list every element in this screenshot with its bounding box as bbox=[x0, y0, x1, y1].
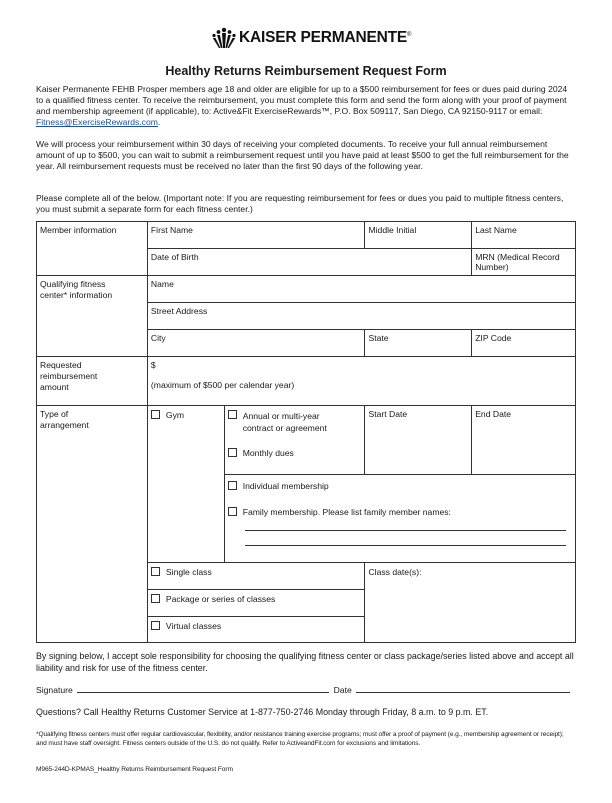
intro-paragraph-1: Kaiser Permanente FEHB Prosper members age 18 and older are eligible for up to a $500 reimbursement for fees or dues paid during 2024 to a qualified fitness center. To receive the reimbursement, you must complete this form and send the form along with your proof of payment and membership agreement (if applicable), to: Active&Fit ExerciseRewards™, P.O. Box 509117, San Diego, CA 92150-9117 or email: Fitness@ExerciseRewards.com. bbox=[36, 84, 568, 127]
membership-options bbox=[224, 475, 575, 563]
signature-row bbox=[36, 684, 576, 696]
intro-paragraph-3: Please complete all of the below. (Important note: If you are requesting reimbursement for fees or dues you paid to multiple fitness centers, you must submit a separate form for each fitness center.) bbox=[36, 193, 564, 214]
middle-initial-field[interactable]: Middle Initial bbox=[365, 222, 472, 249]
mrn-field[interactable]: MRN (Medical Record Number) bbox=[472, 249, 576, 276]
footnote: *Qualifying fitness centers must offer regular cardiovascular, flexibility, and/or resistance training exercise programs; must offer a proof of payment (e.g., membership agreement or receipt); and must have staff oversight. Fitness centers outside of the U.S. do not qualify. Refer to ActiveandFit.com for exclusions and limitations. bbox=[36, 731, 564, 747]
annual-checkbox[interactable] bbox=[228, 410, 237, 419]
questions-text: Questions? Call Healthy Returns Customer Service at 1-877-750-2746 Monday through Friday, 8 a.m. to 9 p.m. ET. bbox=[36, 707, 489, 717]
monthly-checkbox[interactable] bbox=[228, 448, 237, 457]
package-checkbox[interactable] bbox=[151, 594, 160, 603]
reimbursement-form-table bbox=[36, 221, 576, 643]
start-date-field[interactable]: Start Date bbox=[365, 406, 472, 475]
contract-options bbox=[224, 406, 365, 475]
monthly-option[interactable]: Monthly dues bbox=[228, 447, 362, 459]
center-name-field[interactable]: Name bbox=[147, 276, 575, 303]
intro-paragraph-2: We will process your reimbursement within 30 days of receiving your completed documents. To receive your full annual reimbursement amount of up to $500, you can wait to submit a reimbursement request until you have paid at least $500 to get the full reimbursement for the year. All reimbursement requests must be received no later than the first 90 days of the following year. bbox=[36, 139, 569, 171]
email-link[interactable]: Fitness@ExerciseRewards.com bbox=[36, 117, 158, 127]
gym-checkbox[interactable] bbox=[151, 410, 160, 419]
gym-option[interactable]: Gym bbox=[147, 406, 224, 563]
form-code: M965-244D-KPMAS_Healthy Returns Reimbursement Request Form bbox=[36, 766, 233, 773]
kp-logo-icon bbox=[211, 27, 237, 49]
package-option[interactable]: Package or series of classes bbox=[147, 590, 365, 617]
zip-field[interactable]: ZIP Code bbox=[472, 330, 576, 357]
kaiser-logo bbox=[211, 27, 411, 49]
page-title: Healthy Returns Reimbursement Request Form bbox=[165, 64, 447, 78]
single-class-option[interactable]: Single class bbox=[147, 563, 365, 590]
date-label: Date bbox=[333, 685, 352, 695]
first-name-field[interactable]: First Name bbox=[147, 222, 365, 249]
amount-label: Requested reimbursement amount bbox=[37, 357, 148, 406]
city-field[interactable]: City bbox=[147, 330, 365, 357]
class-dates-field[interactable]: Class date(s): bbox=[365, 563, 576, 643]
signature-label: Signature bbox=[36, 685, 73, 695]
date-line[interactable] bbox=[356, 684, 570, 693]
brand-name: KAISER PERMANENTE® bbox=[239, 29, 412, 46]
virtual-checkbox[interactable] bbox=[151, 621, 160, 630]
agreement-text: By signing below, I accept sole responsibility for choosing the qualifying fitness center or class package/series listed above and accept all liability and risk for use of the fitness center. bbox=[36, 651, 574, 673]
amount-note: (maximum of $500 per calendar year) bbox=[150, 380, 295, 390]
street-address-field[interactable]: Street Address bbox=[147, 303, 575, 330]
state-field[interactable]: State bbox=[365, 330, 472, 357]
annual-option[interactable]: Annual or multi-year contract or agreement bbox=[228, 410, 362, 434]
dob-field[interactable]: Date of Birth bbox=[147, 249, 471, 276]
currency-symbol: $ bbox=[150, 360, 156, 370]
individual-checkbox[interactable] bbox=[228, 481, 237, 490]
family-checkbox[interactable] bbox=[228, 507, 237, 516]
amount-field[interactable] bbox=[147, 357, 575, 406]
last-name-field[interactable]: Last Name bbox=[472, 222, 576, 249]
family-option[interactable]: Family membership. Please list family member names: bbox=[228, 506, 572, 518]
fitness-center-label: Qualifying fitness center* information bbox=[37, 276, 148, 357]
arrangement-label: Type of arrangement bbox=[37, 406, 148, 643]
single-class-checkbox[interactable] bbox=[151, 567, 160, 576]
member-info-label: Member information bbox=[37, 222, 148, 276]
signature-line[interactable] bbox=[77, 684, 329, 693]
family-names-line-1[interactable] bbox=[245, 530, 566, 531]
end-date-field[interactable]: End Date bbox=[472, 406, 576, 475]
individual-option[interactable]: Individual membership bbox=[228, 480, 572, 492]
family-names-line-2[interactable] bbox=[245, 545, 566, 546]
virtual-option[interactable]: Virtual classes bbox=[147, 617, 365, 643]
